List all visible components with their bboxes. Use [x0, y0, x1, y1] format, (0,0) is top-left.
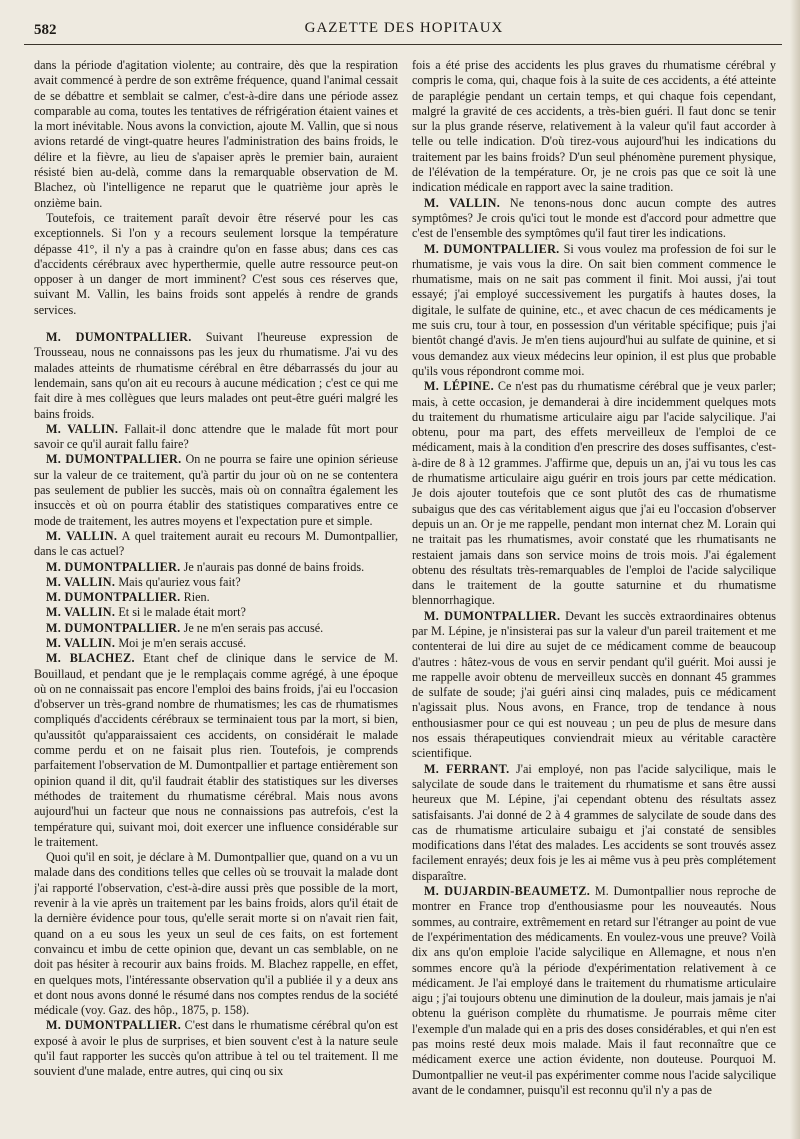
paragraph-text: On ne pourra se faire une opinion sérieuse sur la valeur de ce traitement, qu'à partir du jour où on ne se contentera pas seulement de publier les succès, mais où on connaîtra également les insuccès et où on pourra établir des statistiques comparatives entre ce mode de traitement, les autres moyens et l'expectation pure et simple. [34, 452, 398, 528]
paragraph-text: Quoi qu'il en soit, je déclare à M. Dumontpallier que, quand on a vu un malade dans des conditions telles que celles où se trouvait la malade dont j'ai rapporté l'observation, c'est-à-dire aussi près que possible de la mort, revenir à la vie après un traitement par les bains froids, alors qu'il était de la dernière évidence pour tous, qu'elle serait morte si on n'avait rien fait, quand on a eu sous les yeux un seul de ces faits, on est fortement convaincu et imbu de cette opinion que, devant un cas semblable, on ne doit pas hésiter à recourir aux bains froids. M. Blachez rappelle, en effet, en quelques mots, l'intéressante observation qu'il a publiée il y a deux ans et dont nous avons donné le résumé dans nos comptes rendus de la société médicale (voy. Gaz. des hôp., 1875, p. 158). [34, 850, 398, 1018]
paragraph-text: fois a été prise des accidents les plus graves du rhumatisme cérébral y compris le coma, qui, chaque fois à la suite de ces accidents, a été atteinte de paraplégie pendant un certain temps, et qui chaque fois cependant, malgré la gravité de ces accidents, a très-bien guéri. Il faut donc se tenir sur la plus grande réserve, relativement à la valeur qu'il faut accorder à telle ou telle indication. D'où tirez-vous aujourd'hui les indications du traitement par les bains froids? D'un seul phénomène purement physique, de l'élévation de la température. Or, je ne crois pas que ce soit là une indication médicale en rapport avec la saine tradition. [412, 58, 776, 195]
paragraph-text: Fallait-il donc attendre que le malade fût mort pour savoir ce qu'il aurait fallu faire? [34, 421, 398, 452]
paragraph-text: J'ai employé, non pas l'acide salycilique, mais le salycilate de soude dans le traitement du rhumatisme et sans être aussi heureux que M. Lépine, j'ai cependant obtenu des résultats assez satisfaisants. J'ai donné de 2 à 4 grammes de salycilate de soude dans des cas de rhumatisme articulaire subaigu et j'ai constaté de sensibles modifications dans l'état des malades. Les accidents se sont trouvés assez facilement enrayés; deux fois je les ai même vus à peu près complétement disparaître. [412, 761, 776, 883]
speaker-name: M. LÉPINE. [424, 379, 494, 394]
paragraph [412, 379, 776, 608]
speaker-name: M. DUMONTPALLIER. [46, 452, 182, 467]
paragraph-text: Et si le malade était mort? [118, 605, 246, 620]
speaker-name: M. DUMONTPALLIER. [46, 590, 181, 605]
speaker-name: M. VALLIN. [46, 574, 116, 589]
paragraph [34, 452, 398, 528]
speaker-name: M. DUJARDIN-BEAUMETZ. [424, 884, 591, 899]
journal-title: GAZETTE DES HOPITAUX [304, 20, 504, 36]
paragraph [34, 529, 398, 560]
paragraph [412, 762, 776, 884]
speaker-name: M. VALLIN. [46, 635, 116, 650]
paragraph [412, 884, 776, 1098]
speaker-name: M. VALLIN. [424, 195, 501, 210]
paragraph [34, 560, 398, 575]
paragraph-text: Suivant l'heureuse expression de Trousseau, nous ne connaissons pas les jeux du rhumatisme. J'ai vu des malades atteints de rhumatisme cérébral en être débarrassés du jour au lendemain, sans qu'on ait eu recours à aucune médication ; c'est ce qui me fait dire à mes collègues que leurs malades ont peut-être guéri malgré les bains froids. [34, 330, 398, 421]
paragraph [34, 58, 398, 211]
speaker-name: M. VALLIN. [46, 528, 118, 543]
paragraph [412, 196, 776, 242]
paragraph [34, 330, 398, 422]
speaker-name: M. DUMONTPALLIER. [424, 241, 560, 256]
paragraph-text: Ne tenons-nous donc aucun compte des autres symptômes? Je crois qu'ici tout le monde est d'accord pour admettre que c'est de l'ensemble des symptômes qu'il faut tirer les indications. [412, 195, 776, 241]
page-number: 582 [34, 22, 57, 38]
left-column [34, 58, 398, 1126]
paragraph-text: Rien. [183, 590, 210, 605]
paragraph [34, 575, 398, 590]
speaker-name: M. DUMONTPALLIER. [46, 620, 181, 635]
paragraph-text: Si vous voulez ma profession de foi sur le rhumatisme, je vais vous la dire. On sait bien comment commence le rhumatisme, mais on ne sait pas comment il finit. Moi aussi, j'ai tout essayé; j'ai employé successivement les purgatifs à hautes doses, la digitale, le sulfate de quinine, etc., et avec chacun de ces médicaments je me suis cru, tour à tour, en possession d'un véritable spécifique; puis j'ai bientôt changé d'avis. Je m'en tiens aujourd'hui au sulfate de quinine, et si vous demandez aux vieux médecins leur opinion, il est plus que probable qu'ils vous répondront comme moi. [412, 241, 776, 378]
speaker-name: M. FERRANT. [424, 761, 510, 776]
paragraph-text: Ce n'est pas du rhumatisme cérébral que je veux parler; mais, à cette occasion, je demanderai à dire incidemment quelques mots du traitement du rhumatisme articulaire aigu par l'acide salycilique. J'ai obtenu, pour ma part, des effets merveilleux de l'emploi de ce médicament, mais à la condition d'en prescrire des doses suffisantes, c'est-à-dire de 8 à 12 grammes. J'affirme que, depuis un an, j'ai vu tous les cas de rhumatisme articulaire aigu guérir en trois jours par cette médication. Je dois ajouter toutefois que ce sont plutôt des cas de rhumatisme subaigus que des cas véritablement aigus que j'ai eu l'occasion d'observer depuis un an. Or je me rappelle, pendant mon internat chez M. Lorain qui ne traitait pas les rhumatismes, avoir constaté que les rhumatisants ne restaient jamais dans son service moins de trois mois. J'ai également obtenu des résultats très-remarquables de l'emploi de l'acide salycilique dans le traitement de la goutte saturnine et du rhumatisme blennorrhagique. [412, 379, 776, 608]
paragraph-text: Etant chef de clinique dans le service de M. Bouillaud, et pendant que je le remplaçais comme agrégé, à une époque où on ne connaissait pas encore l'emploi des bains froids, j'ai eu l'occasion d'observer un très-grand nombre de rhumatismes; les cas de rhumatismes compliqués d'accidents cérébraux se terminaient tous par la mort, si bien, qu'aussitôt qu'apparaissaient ces accidents, on considérait le malade comme perdu et on ne faisait plus rien. Toutefois, je comprends parfaitement l'observation de M. Dumontpallier et partage entièrement son opinion quand il dit, qu'il faudrait établir des statistiques sur les diverses méthodes de traitement du rhumatisme cérébral. Mais nous avons aujourd'hui un facteur que nous ne connaissions pas autrefois, c'est la température qui, suivant moi, doit exercer une influence considérable sur le traitement. [34, 651, 398, 849]
paragraph [412, 242, 776, 380]
paragraph [34, 621, 398, 636]
paragraph-text: M. Dumontpallier nous reproche de montrer en France trop d'enthousiasme pour les nouveautés. Nous sommes, au contraire, extrêmement en retard sur l'étranger au point de vue de l'expérimentation des médicaments. En voulez-vous une preuve? Voilà dix ans qu'on emploie l'acide salycilique en Allemagne, et nous n'en sommes encore qu'à la période d'expérimentation relativement à ce médicament. Je l'ai employé dans le traitement du rhumatisme articulaire aigu ; j'ai toujours obtenu une diminution de la douleur, mais jamais je n'ai obtenu la guérison complète du rhumatisme. Je pourrais même citer l'exemple d'un malade qui en a pris des doses considérables, et qui n'en est pas moins resté deux mois malade. Mais il faut reconnaître que ce médicament exerce une action évidente, non douteuse. Pourquoi M. Dumontpallier ne veut-il pas expérimenter comme nous l'acide salycilique avant de le condamner, puisqu'il est reconnu qu'il n'y a pas de [412, 884, 776, 1097]
paragraph-text: Devant les succès extraordinaires obtenus par M. Lépine, je n'insisterai pas sur la valeur d'un pareil traitement et me contenterai de lui dire au sujet de ce médicament comme de beaucoup d'autres : hâtez-vous de vous en servir pendant qu'il guérit. Moi aussi je me rappelle avoir obtenu de merveilleux succès en donnant 45 grammes de sulfate de soude; j'ai guéri ainsi cinq malades, puis ce médicament n'agissait plus. Nous avons, en France, trop de tendance à nous enthousiasmer pour ce qui est nouveau ; un peu de plus de mesure dans nos essais thérapeutiques conviendrait mieux au véritable caractère scientifique. [412, 608, 776, 761]
speaker-name: M. DUMONTPALLIER. [424, 608, 561, 623]
paragraph-text: C'est dans le rhumatisme cérébral qu'on est exposé à avoir le plus de surprises, et bien souvent c'est à la nature seule qu'il faut rapporter les succès qu'on attribue à tel ou tel traitement. Il me souvient d'une malade, entre autres, qui cinq ou six [34, 1018, 398, 1079]
paragraph [412, 609, 776, 762]
page-header [24, 18, 784, 44]
paragraph [34, 211, 398, 318]
paragraph-text: dans la période d'agitation violente; au contraire, dès que la respiration avait commencé à perdre de son extrême fréquence, quand l'animal cessait de se débattre et semblait se calmer, c'est-à-dire dans une période assez comparable au coma, toutes les tentatives de réfrigération étaient vaines et la mort inévitable. Nous avons la conviction, ajoute M. Vallin, que si nous avions retardé de vingt-quatre heures l'administration des bains froids, le délire et la fièvre, au lieu de s'apaiser après le premier bain, auraient résisté bien au-delà, comme dans la remarquable observation de M. Blachez, où l'intelligence ne reparut que le quatrième jour après le onzième bain. [34, 58, 398, 210]
paragraph-text: Je n'aurais pas donné de bains froids. [183, 559, 365, 574]
section-gap [34, 318, 398, 330]
paragraph [412, 58, 776, 196]
speaker-name: M. DUMONTPALLIER. [46, 1018, 182, 1033]
header-rule [24, 44, 782, 45]
speaker-name: M. VALLIN. [46, 605, 116, 620]
paragraph-text: A quel traitement aurait eu recours M. Dumontpallier, dans le cas actuel? [34, 528, 398, 559]
paragraph-text: Mais qu'auriez vous fait? [118, 574, 241, 589]
speaker-name: M. DUMONTPALLIER. [46, 559, 181, 574]
paragraph-text: Moi je m'en serais accusé. [118, 635, 247, 650]
paragraph [34, 422, 398, 453]
page-edge-shadow [790, 0, 800, 1139]
speaker-name: M. DUMONTPALLIER. [46, 330, 192, 345]
paragraph-text: Toutefois, ce traitement paraît devoir être réservé pour les cas exceptionnels. Si l'on y a recours seulement lorsque la température dépasse 41°, il n'y a pas à craindre qu'on en fasse abus; dans ces cas d'accidents cérébraux avec hyperthermie, quelle autre ressource peut-on opposer à un danger de mort imminent? C'est sous ces réserves que, suivant M. Vallin, les bains froids sont appelés à rendre de grands services. [34, 210, 398, 317]
paragraph [34, 590, 398, 605]
paragraph [34, 636, 398, 651]
right-column [412, 58, 776, 1126]
speaker-name: M. VALLIN. [46, 421, 119, 436]
paragraph [34, 1018, 398, 1079]
paragraph [34, 605, 398, 620]
paragraph [34, 651, 398, 850]
paragraph-text: Je ne m'en serais pas accusé. [183, 620, 324, 635]
paragraph [34, 850, 398, 1018]
speaker-name: M. BLACHEZ. [46, 651, 135, 666]
